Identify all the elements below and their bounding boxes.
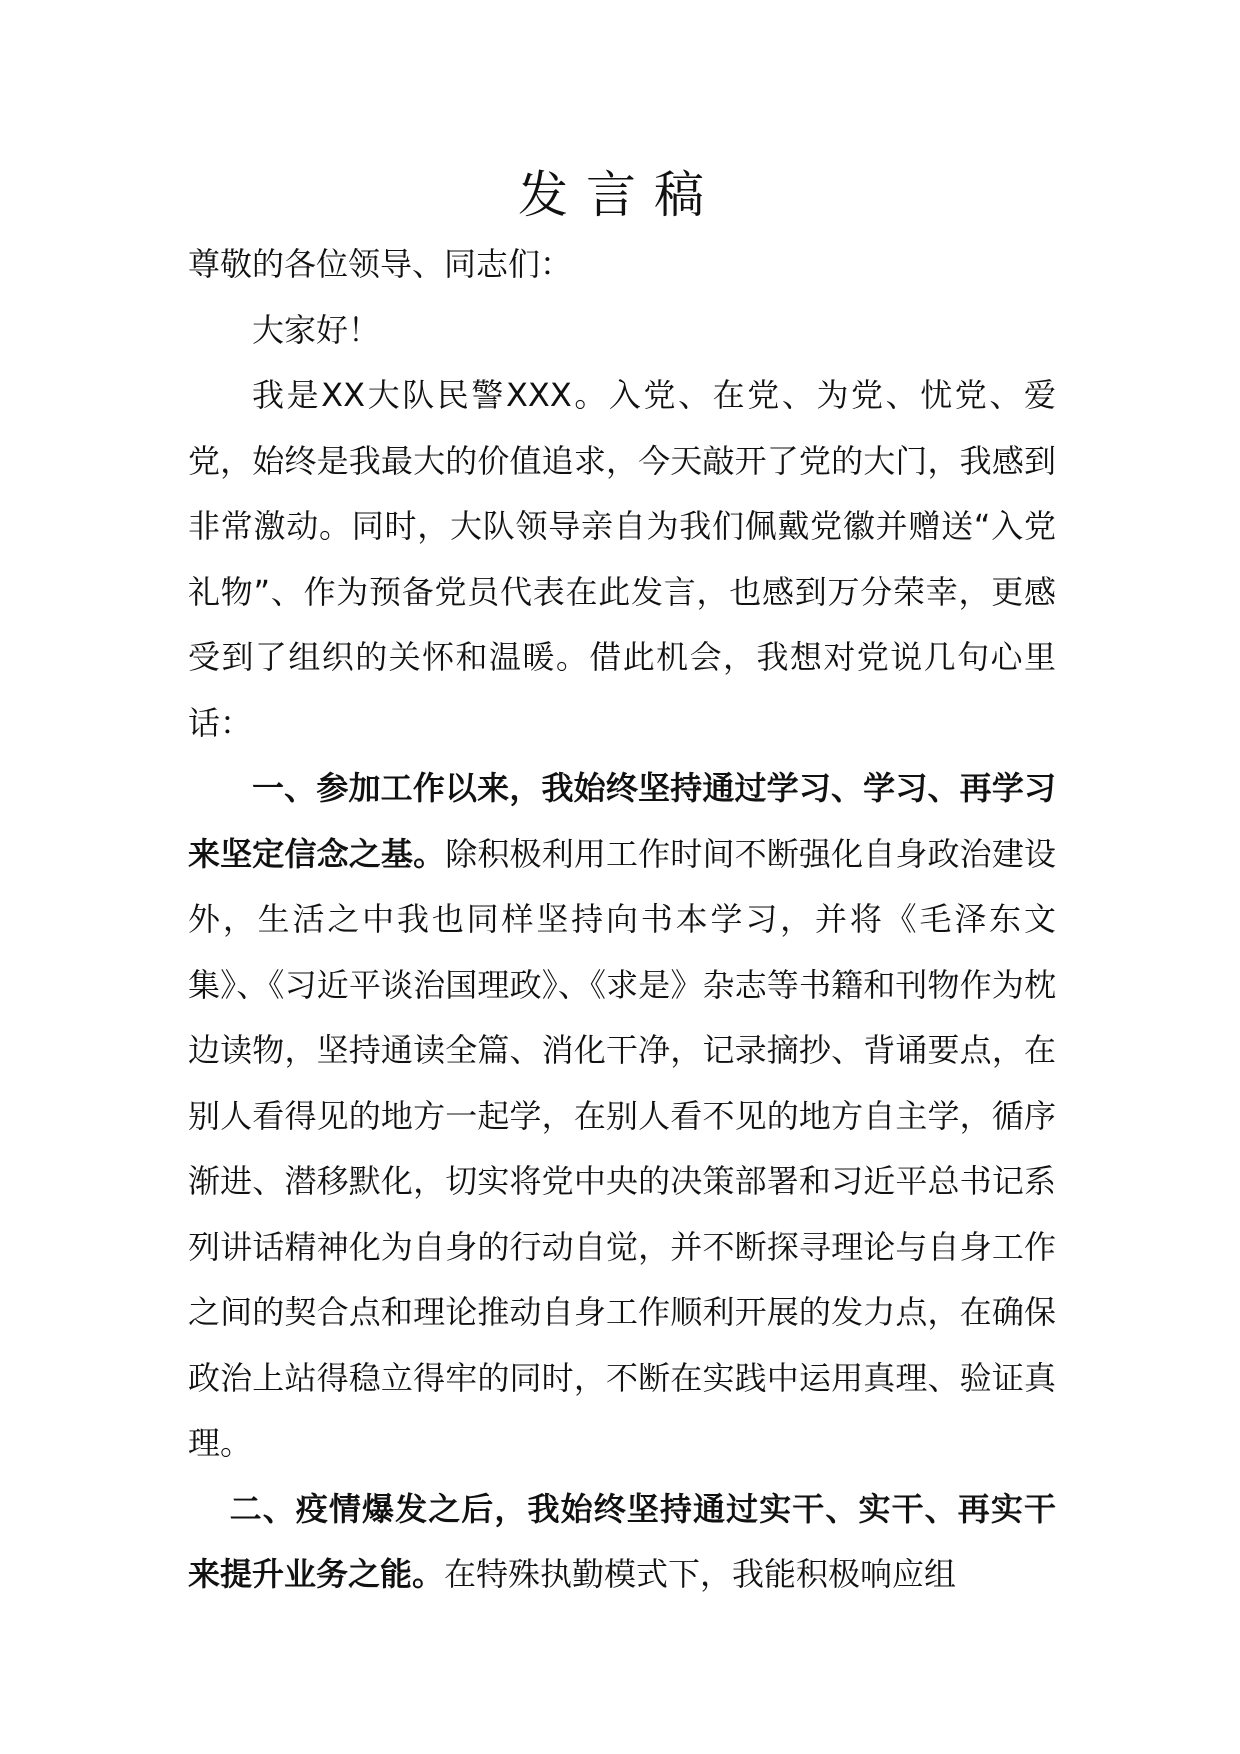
section-2-paragraph: [188, 1477, 1056, 1608]
salutation: 尊敬的各位领导、同志们：: [188, 245, 573, 283]
section-1-heading: 一、参加工作以来，我始终坚持通过学习、学习、再学习来坚定信念之基。: [188, 769, 1056, 873]
document-title: 发言稿: [518, 166, 722, 224]
section-1-text: 除积极利用工作时间不断强化自身政治建设外，生活之中我也同样坚持向书本学习，并将《毛泽东文集》、《习近平谈治国理政》、《求是》杂志等书籍和刊物作为枕边读物，坚持通读全篇、消化干净，记录摘抄、背诵要点，在别人看得见的地方一起学，在别人看不见的地方自主学，循序渐进、潜移默化，切实将党中央的决策部署和习近平总书记系列讲话精神化为自身的行动自觉，并不断探寻理论与自身工作之间的契合点和理论推动自身工作顺利开展的发力点，在确保政治上站得稳立得牢的同时，不断在实践中运用真理、验证真理。: [188, 834, 1056, 1462]
section-1-paragraph: [188, 756, 1056, 1477]
greeting: 大家好！: [252, 310, 381, 349]
section-2-heading: 二、疫情爆发之后，我始终坚持通过实干、实干、再实干来提升业务之能。: [188, 1489, 1056, 1593]
document-body: [188, 232, 1056, 1608]
section-2-text: 在特殊执勤模式下，我能积极响应组: [444, 1555, 957, 1593]
intro-paragraph: 我是XX大队民警XXX。入党、在党、为党、忧党、爱党，始终是我最大的价值追求，今天敲开了党的大门，我感到非常激动。同时，大队领导亲自为我们佩戴党徽并赠送“入党礼物”、作为预备党员代表在此发言，也感到万分荣幸，更感受到了组织的关怀和温暖。借此机会，我想对党说几句心里话：: [188, 376, 1056, 742]
